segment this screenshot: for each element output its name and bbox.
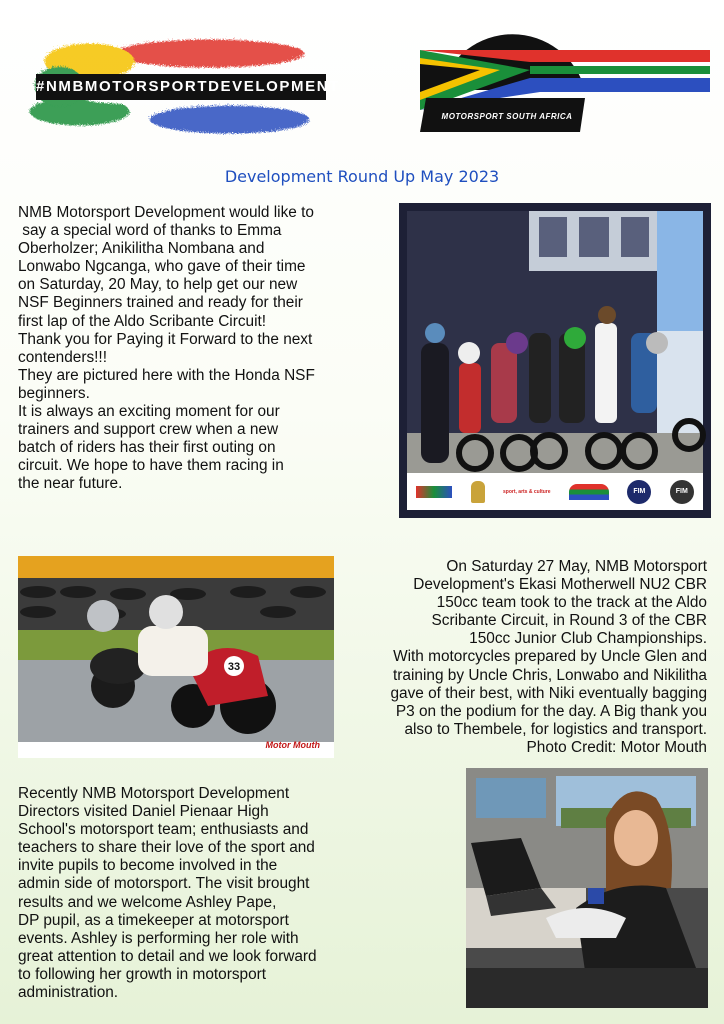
paragraph-line: NSF Beginners trained and ready for their [18, 294, 303, 312]
paragraph-line: first lap of the Aldo Scribante Circuit! [18, 312, 267, 330]
paragraph-line: batch of riders has their first outing on [18, 439, 276, 457]
timekeeper-photo-illustration [466, 768, 708, 1008]
paragraph-line: On Saturday 27 May, NMB Motorsport [446, 558, 707, 575]
sport-arts-culture-logo: sport, arts & culture [503, 488, 551, 495]
paragraph-line: great attention to detail and we look forward [18, 947, 317, 965]
paragraph-line: events. Ashley is performing her role with [18, 929, 299, 947]
nmb-hashtag-logo [18, 30, 340, 140]
paragraph-line: admin side of motorsport. The visit brought [18, 875, 310, 893]
paragraph-cbr-championship [352, 558, 707, 757]
paragraph-line: beginners. [18, 384, 90, 402]
paragraph-line: teachers to share their love of the sport and [18, 839, 315, 857]
fim-africa-logo: FIM [670, 480, 694, 504]
msa-logo-text: MOTORSPORT SOUTH AFRICA [441, 112, 573, 121]
paragraph-line: DP pupil, as a timekeeper at motorsport [18, 911, 289, 929]
paragraph-line: With motorcycles prepared by Uncle Glen and [393, 648, 707, 666]
paragraph-line: trainers and support crew when a new [18, 421, 279, 439]
paragraph-line: Scribante Circuit, in Round 3 of the CBR [431, 612, 707, 630]
timekeeper-photo [466, 768, 708, 1008]
paragraph-line: Lonwabo Ngcanga, who gave of their time [18, 258, 306, 276]
paragraph-line: the near future. [18, 475, 123, 493]
photo-watermark: Motor Mouth [265, 740, 320, 750]
paragraph-line: invite pupils to become involved in the [18, 857, 278, 875]
flag-splash-icon [416, 486, 452, 498]
paragraph-line: on Saturday, 20 May, to help get our new [18, 276, 298, 294]
paragraph-line: administration. [18, 984, 119, 1002]
paragraph-line: School's motorsport team; enthusiasts and [18, 821, 309, 839]
paragraph-line: Directors visited Daniel Pienaar High [18, 803, 269, 821]
motorsport-south-africa-logo [420, 20, 710, 138]
paragraph-line: Thank you for Paying it Forward to the next [18, 330, 313, 348]
hashtag-label: #NMBMOTORSPORTDEVELOPMENT [36, 74, 326, 100]
paragraph-line: Oberholzer; Anikilitha Nombana and [18, 240, 265, 258]
paragraph-line: results and we welcome Ashley Pape, [18, 893, 277, 911]
coat-of-arms-icon [471, 481, 485, 503]
sponsor-logos-strip [407, 473, 703, 510]
paragraph-line: They are pictured here with the Honda NSF [18, 366, 315, 384]
paragraph-line: circuit. We hope to have them racing in [18, 457, 284, 475]
group-photo [399, 203, 711, 518]
group-photo-illustration [399, 203, 711, 518]
racing-photo [18, 556, 334, 758]
paragraph-line: to following her growth in motorsport [18, 965, 267, 983]
paragraph-line: say a special word of thanks to Emma [18, 222, 282, 240]
racing-photo-illustration [18, 556, 334, 758]
paragraph-line: It is always an exciting moment for our [18, 403, 280, 421]
paragraph-line: gave of their best, with Niki eventually bagging [390, 684, 707, 702]
paragraph-timekeeper [18, 785, 363, 1002]
page-title: Development Round Up May 2023 [224, 167, 500, 186]
paragraph-line: 150cc Junior Club Championships. [469, 630, 707, 648]
paragraph-line: Development's Ekasi Motherwell NU2 CBR [413, 576, 707, 594]
paragraph-line: Photo Credit: Motor Mouth [526, 738, 707, 756]
paragraph-line: also to Thembele, for logistics and transport. [404, 720, 707, 738]
paragraph-line: Recently NMB Motorsport Development [18, 785, 290, 802]
fim-logo: FIM [627, 480, 651, 504]
paragraph-line: P3 on the podium for the day. A Big thank you [395, 702, 707, 720]
paragraph-line: 150cc team took to the track at the Aldo [436, 594, 707, 612]
paragraph-nsf-beginners [18, 204, 383, 494]
paragraph-line: contenders!!! [18, 348, 107, 366]
paragraph-line: training by Uncle Chris, Lonwabo and Nikilitha [393, 666, 707, 684]
paragraph-line: NMB Motorsport Development would like to [18, 204, 314, 221]
msa-flag-icon [569, 484, 609, 500]
racer-number: 33 [227, 661, 241, 673]
